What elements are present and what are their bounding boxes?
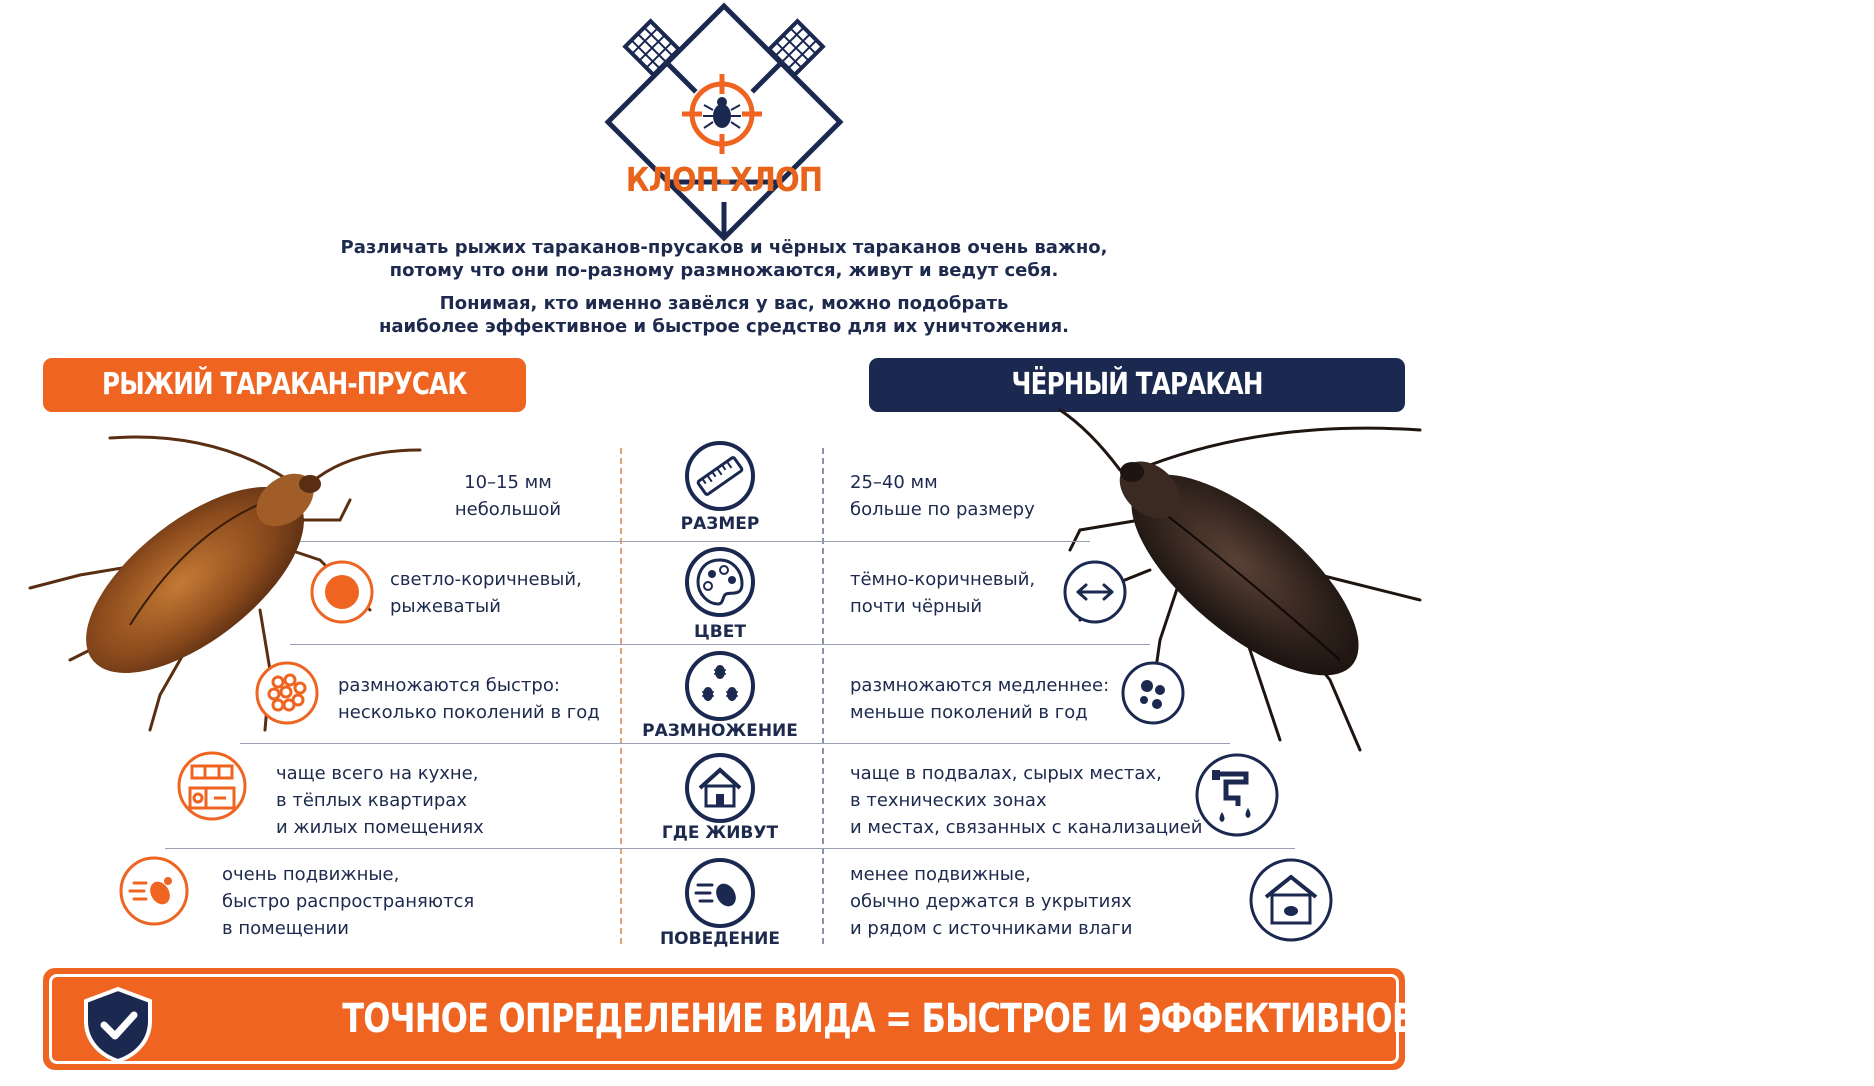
left-reproduction-text [338,672,600,726]
brand-logo [604,2,844,238]
text-line: и жилых помещениях [276,817,484,838]
right-behavior-text [850,861,1132,942]
text-line: и местах, связанных с канализацией [850,817,1203,838]
text-line: в тёплых квартирах [276,790,467,811]
text-line: обычно держатся в укрытиях [850,891,1132,912]
text-line: меньше поколений в год [850,702,1088,723]
left-color-text [390,566,582,620]
many-eggs-icon [254,660,320,726]
conclusion-banner [43,968,1705,1070]
category-label-color: ЦВЕТ [694,622,746,642]
text-line: очень подвижные, [222,864,400,885]
category-label-reproduction: РАЗМНОЖЕНИЕ [642,721,798,741]
category-label-habitat: ГДЕ ЖИВУТ [661,823,779,843]
row-divider [300,541,1090,542]
intro-paragraph-2 [200,292,1248,338]
text-line: и рядом с источниками влаги [850,918,1133,939]
row-divider [240,743,1230,744]
text-line: рыжеватый [390,596,501,617]
few-eggs-icon [1120,660,1186,726]
bugs-icon [684,650,756,722]
shield-check-icon [80,985,156,1063]
running-bug-icon [684,857,756,929]
text-line: менее подвижные, [850,864,1031,885]
text-line: чаще в подвалах, сырых местах, [850,763,1162,784]
palette-icon [684,546,756,618]
text-line: почти чёрный [850,596,983,617]
text-line: больше по размеру [850,499,1035,520]
right-species-title: ЧЁРНЫЙ ТАРАКАН [869,358,1405,412]
column-divider [822,448,824,944]
category-label-behavior: ПОВЕДЕНИЕ [659,929,781,949]
text-line: 10–15 мм [464,472,552,493]
right-habitat-text [850,760,1203,841]
text-line: 25–40 мм [850,472,938,493]
right-reproduction-text [850,672,1109,726]
kitchen-icon [176,750,248,822]
ruler-icon [684,440,756,512]
right-color-text [850,566,1035,620]
text-line: несколько поколений в год [338,702,600,723]
text-line: размножаются медленнее: [850,675,1110,696]
text-line: в технических зонах [850,790,1047,811]
text-line: в помещении [222,918,349,939]
text-line: чаще всего на кухне, [276,763,479,784]
banner-frame [49,974,1705,1064]
left-size-text [430,469,586,523]
brand-name: КЛОП-ХЛОП [625,160,823,199]
intro-line: потому что они по-разному размножаются, живут и ведут себя. [389,260,1059,281]
right-size-text [850,469,1035,523]
text-line: тёмно-коричневый, [850,569,1036,590]
row-divider [165,848,1295,849]
intro-line: наиболее эффективное и быстрое средство для их уничтожения. [378,316,1070,337]
left-behavior-text [222,861,474,942]
house-icon [684,752,756,824]
left-species-title: РЫЖИЙ ТАРАКАН-ПРУСАК [43,358,526,412]
shelter-icon [1248,857,1334,943]
text-line: небольшой [454,499,562,520]
intro-line: Различать рыжих тараканов-прусаков и чёрных тараканов очень важно, [340,237,1108,258]
text-line: размножаются быстро: [338,675,560,696]
intro-paragraph-1 [200,236,1248,282]
orange-dot-icon [309,559,375,625]
text-line: быстро распространяются [222,891,475,912]
double-arrow-icon [1062,559,1128,625]
category-label-size: РАЗМЕР [680,514,760,534]
intro-line: Понимая, кто именно завёлся у вас, можно подобрать [439,293,1009,314]
left-habitat-text [276,760,484,841]
row-divider [290,644,1150,645]
fast-bug-icon [118,855,190,927]
banner-text: ТОЧНОЕ ОПРЕДЕЛЕНИЕ ВИДА = БЫСТРОЕ И ЭФФЕКТИВНОЕ УНИЧТОЖЕНИЕ [342,996,1705,1042]
text-line: светло-коричневый, [390,569,582,590]
pipe-icon [1194,752,1280,838]
